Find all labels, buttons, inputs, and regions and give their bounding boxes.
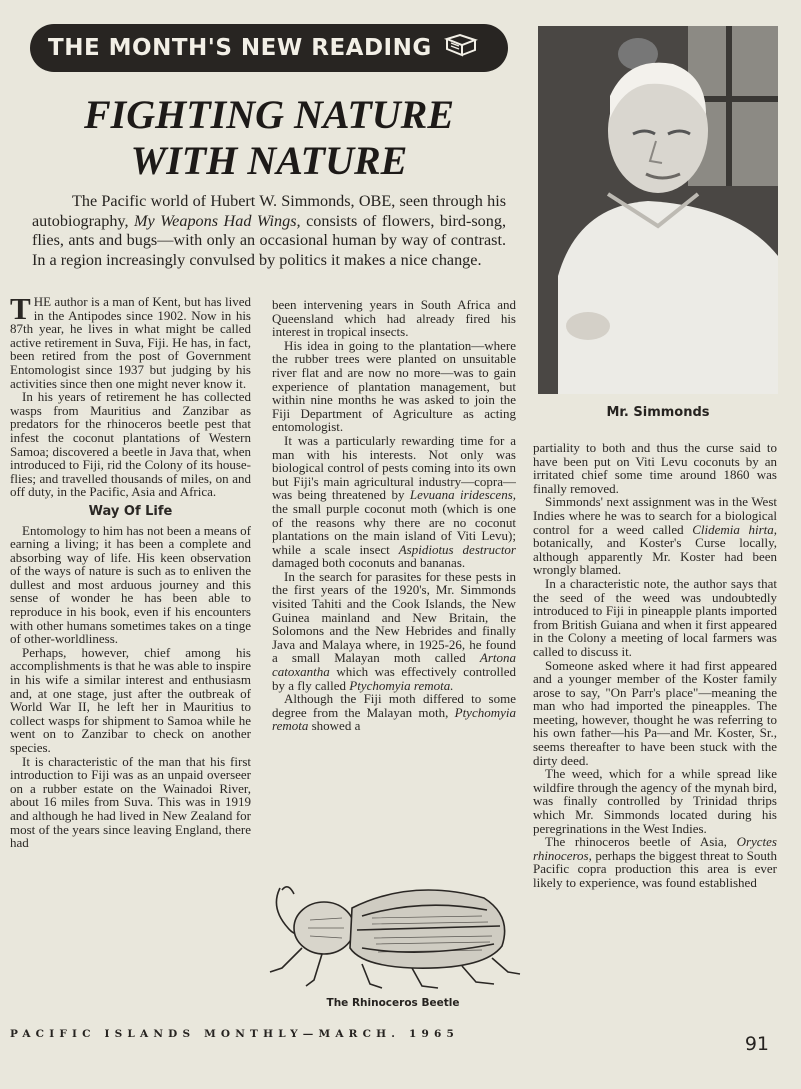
section-banner	[30, 24, 508, 72]
paragraph-text: Although the Fiji moth differed to some degree from the Malayan moth,	[272, 691, 516, 720]
paragraph-text: showed a	[308, 718, 361, 734]
paragraph	[272, 434, 516, 570]
paragraph-text: HE author is a man of Kent, but has lived in the Antipodes since 1902. Now in his 87th year, he lives in what might be called active retirement in Suva, Fiji. He has, in fact, been retired from the post of Government Entomologist since 1937 but judging by his activities since then one might never know it.	[10, 294, 251, 391]
paragraph: In his years of retirement he has collected wasps from Mauritius and Zanzibar as predators for the rhinoceros beetle pest that infest the coconut plantations of Western Samoa; discovered a beetle in Java that, when introduced to Fiji, rid the Colony of its house-flies; and travelled thousands of miles, on and off duty, in the Pacific, Asia and Africa.	[10, 389, 251, 500]
paragraph: Perhaps, however, chief among his accomplishments is that he was able to inspire in his wife a similar interest and enthusiasm and, at one stage, just after the outbreak of World War II, he left her in Mauritius to collect wasps for shipment to Samoa while he went on to Zanzibar to check on another species.	[10, 644, 251, 755]
subheading: Way Of Life	[88, 503, 173, 519]
paragraph-text: In the search for parasites for these pests in the first years of the 1920's, Mr. Simmonds visited Tahiti and the Cook Islands, the New Guinea mainland and New Britain, the Solomons and the New Hebrides and finally Java and Malaya where, in 1925-26, he found a small Malayan moth called	[272, 568, 516, 666]
banner-label: THE MONTH'S NEW READING	[48, 35, 432, 61]
column-2	[272, 298, 516, 861]
species-name: Aspidiotus destructor	[398, 541, 516, 557]
paragraph-text: damaged both coconuts and bananas.	[272, 555, 466, 571]
paragraph: been intervening years in South Africa and Queensland which had already fired his interest in tropical insects.	[272, 298, 516, 340]
paragraph	[272, 570, 516, 692]
paragraph	[533, 495, 777, 577]
page-footer: PACIFIC ISLANDS MONTHLY—MARCH. 1965	[10, 1028, 460, 1040]
paragraph: In a characteristic note, the author says that the seed of the weed was undoubtedly introduced to Fiji in pineapple plants imported from British Guiana and when it first appeared in the Colony a meeting of local farmers was called to discuss it.	[533, 575, 777, 659]
portrait-photo	[538, 26, 778, 394]
paragraph: It is characteristic of the man that his first introduction to Fiji was as an unpaid overseer on a rubber estate on the Wainadoi River, about 16 miles from Suva. This was in 1919 and although he had lived in New Zealand for most of the years since leaving England, there had	[10, 753, 251, 851]
column-1	[10, 291, 251, 851]
paragraph-text: perhaps the biggest threat to South Pacific copra production this area is ever likely to experience, was found established	[533, 847, 777, 890]
species-name: Ptychomyia remota.	[349, 677, 454, 693]
title-line-2: WITH NATURE	[130, 138, 408, 183]
paragraph: The weed, which for a while spread like wildfire through the agency of the mynah bird, was finally controlled by Trinidad thrips which Mr. Simmonds located during his peregrinations in the West Indies.	[533, 766, 777, 836]
paragraph-text: which was effectively controlled by a fly called	[272, 664, 516, 693]
paragraph: His idea in going to the plantation—where the rubber trees were planted on unsuitable river flat and are now no more—was to gain experience of plantation management, but within nine months he was asked to join the Fiji Department of Agriculture as acting entomologist.	[272, 337, 516, 435]
paragraph-text: It was a particularly rewarding time for a man with his interests. Not only was biological control of pests coming into its own but Fiji's main agricultural industry—copra—was being threatened by	[272, 432, 516, 503]
paragraph-text: botanically, and Koster's Curse locally, although apparently Mr. Koster had been wrongly blamed.	[533, 535, 777, 578]
paragraph	[533, 835, 777, 889]
paragraph-text: The rhinoceros beetle of Asia,	[545, 834, 737, 850]
species-name: Ptychomyia remota	[272, 704, 516, 734]
beetle-caption: The Rhinoceros Beetle	[326, 997, 460, 1009]
paragraph: Someone asked where it had first appeared and a younger member of the Koster family arose to say, "On Parr's place"—meaning the man who had imported the pineapples. The meeting, however, thought he was referring to his own father—his Pa—and Mr. Koster, Sr., seems thereafter to have been stuck with the dirty deed.	[533, 657, 777, 768]
paragraph: partiality to both and thus the curse said to have been put on Viti Levu coconuts by an irritated chief some time around 1860 was finally removed.	[533, 441, 777, 496]
photo-caption: Mr. Simmonds	[606, 405, 710, 420]
intro-text-2: consists of flowers, bird-song, flies, ants and bugs—with only an occasional human by way of contrast. In a region increasingly convulsed by politics it makes a nice change.	[32, 211, 507, 269]
page-number: 91	[744, 1033, 769, 1055]
paragraph	[272, 692, 516, 733]
beetle-drawing	[262, 868, 524, 992]
species-name: Levuana iridescens,	[409, 487, 516, 503]
species-name: Clidemia hirta,	[692, 521, 777, 537]
species-name: Artona catoxantha	[272, 650, 516, 680]
article-title	[30, 92, 508, 184]
intro-text-1: The Pacific world of Hubert W. Simmonds, OBE, seen through his autobiography,	[32, 192, 506, 230]
title-line-1: FIGHTING NATURE	[83, 92, 455, 137]
paragraph: Entomology to him has not been a means of earning a living; it has been a complete and absorbing way of life. His keen observation of the ways of nature is such as to enliven the dullest and most arduous journey and this sense of wonder he has been able to reproduce in his book, even if his encounters with other humans sometimes takes on a tinge of other-worldliness.	[10, 522, 251, 647]
species-name: Oryctes rhinoceros,	[533, 834, 777, 863]
intro-paragraph	[32, 192, 506, 270]
paragraph-text: the small purple coconut moth (which is one of the reasons why there are no coconut plantations on the main island of Viti Levu); while a scale insect	[272, 500, 516, 557]
paragraph-text: Simmonds' next assignment was in the West Indies where he was to search for a biological control for a weed called	[533, 494, 777, 537]
intro-book-title: My Weapons Had Wings,	[134, 211, 301, 230]
paragraph	[10, 291, 251, 391]
portrait-image	[538, 26, 778, 394]
rhinoceros-beetle-illustration	[262, 868, 524, 992]
column-3	[533, 441, 777, 1036]
book-icon	[444, 31, 478, 65]
drop-cap: T	[10, 291, 31, 326]
